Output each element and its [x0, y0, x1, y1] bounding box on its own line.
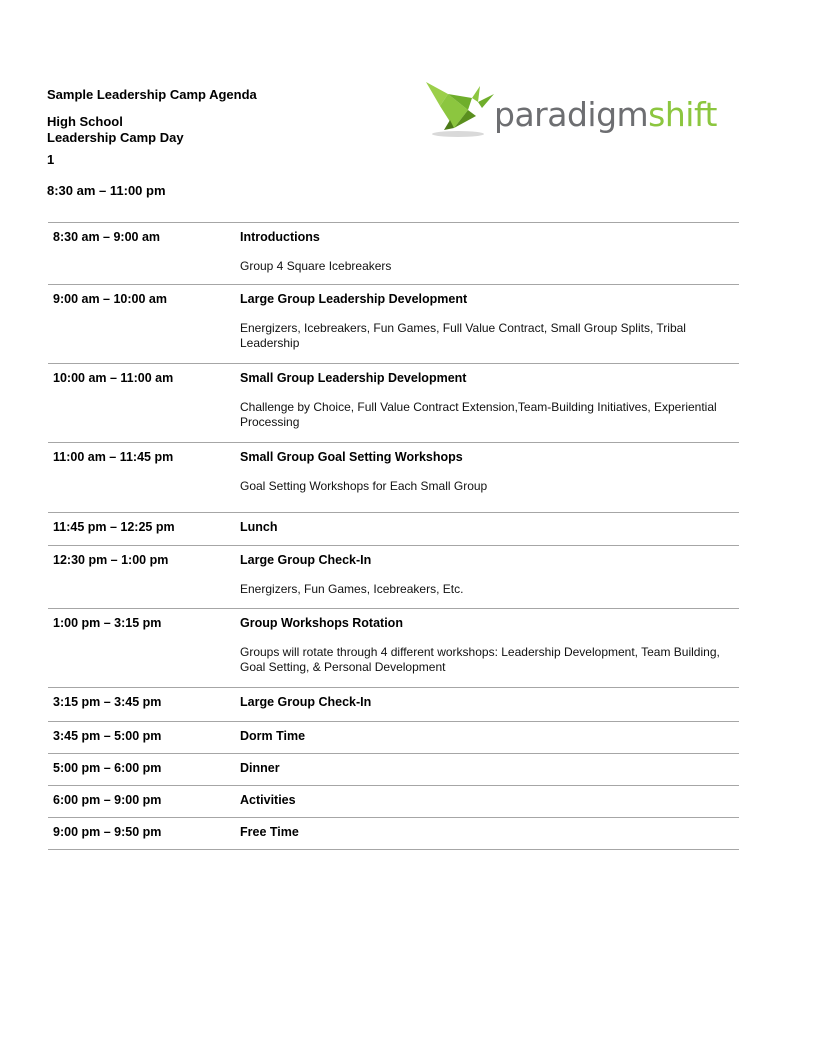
agenda-time: 11:45 pm – 12:25 pm [53, 520, 175, 534]
agenda-time: 3:15 pm – 3:45 pm [53, 695, 162, 709]
agenda-time: 6:00 pm – 9:00 pm [53, 793, 162, 807]
agenda-row [48, 513, 739, 546]
agenda-time: 9:00 pm – 9:50 pm [53, 825, 162, 839]
logo-wordmark [494, 95, 717, 134]
logo-word-paradigm: paradigm [494, 95, 649, 134]
agenda-activity [235, 754, 739, 785]
document-title: Sample Leadership Camp Agenda [47, 87, 257, 102]
agenda-time: 8:30 am – 9:00 am [53, 230, 161, 244]
activity-title: Small Group Leadership Development [240, 371, 467, 385]
paradigmshift-logo [424, 80, 724, 142]
activity-title: Large Group Leadership Development [240, 292, 468, 306]
activity-title: Large Group Check-In [240, 553, 372, 567]
bird-logo-icon [424, 80, 496, 142]
agenda-time: 12:30 pm – 1:00 pm [53, 553, 169, 567]
agenda-activity [235, 364, 739, 442]
agenda-row [48, 364, 739, 443]
agenda-time: 9:00 am – 10:00 am [53, 292, 167, 306]
agenda-activity [235, 688, 739, 721]
agenda-row [48, 443, 739, 513]
agenda-row [48, 223, 739, 285]
activity-description: Group 4 Square Icebreakers [240, 259, 392, 273]
activity-title: Free Time [240, 825, 299, 839]
activity-title: Dinner [240, 761, 280, 775]
activity-description: Groups will rotate through 4 different workshops: Leadership Development, Team Building, Goal Setting, & Personal Development [240, 645, 720, 674]
agenda-activity [235, 223, 739, 284]
agenda-row [48, 818, 739, 850]
agenda-activity [235, 722, 739, 753]
activity-title: Group Workshops Rotation [240, 616, 403, 630]
activity-title: Dorm Time [240, 729, 306, 743]
agenda-activity [235, 513, 739, 545]
agenda-time: 11:00 am – 11:45 pm [53, 450, 174, 464]
agenda-time: 3:45 pm – 5:00 pm [53, 729, 162, 743]
agenda-activity [235, 285, 739, 363]
agenda-activity [235, 818, 739, 849]
agenda-activity [235, 609, 739, 687]
subtitle-line-3: 1 [47, 152, 55, 167]
agenda-time: 1:00 pm – 3:15 pm [53, 616, 162, 630]
subtitle-line-1: High School [47, 114, 123, 129]
agenda-row [48, 786, 739, 818]
activity-description: Energizers, Icebreakers, Fun Games, Full Value Contract, Small Group Splits, Tribal Leadership [240, 321, 686, 350]
agenda-row [48, 688, 739, 722]
agenda-table [48, 222, 739, 850]
activity-title: Large Group Check-In [240, 695, 372, 709]
activity-description: Goal Setting Workshops for Each Small Group [240, 479, 488, 493]
agenda-row [48, 754, 739, 786]
activity-title: Lunch [240, 520, 278, 534]
overall-time-range: 8:30 am – 11:00 pm [47, 183, 166, 198]
activity-description: Energizers, Fun Games, Icebreakers, Etc. [240, 582, 464, 596]
agenda-time: 5:00 pm – 6:00 pm [53, 761, 162, 775]
activity-title: Introductions [240, 230, 320, 244]
logo-word-shift: shift [648, 95, 717, 134]
agenda-time: 10:00 am – 11:00 am [53, 371, 174, 385]
agenda-row [48, 722, 739, 754]
activity-description: Challenge by Choice, Full Value Contract Extension,Team-Building Initiatives, Experiential Processing [240, 400, 717, 429]
activity-title: Small Group Goal Setting Workshops [240, 450, 463, 464]
agenda-activity [235, 443, 739, 512]
agenda-activity [235, 546, 739, 608]
agenda-row [48, 546, 739, 609]
agenda-row [48, 609, 739, 688]
agenda-activity [235, 786, 739, 817]
subtitle-line-2: Leadership Camp Day [47, 130, 184, 145]
activity-title: Activities [240, 793, 296, 807]
agenda-row [48, 285, 739, 364]
